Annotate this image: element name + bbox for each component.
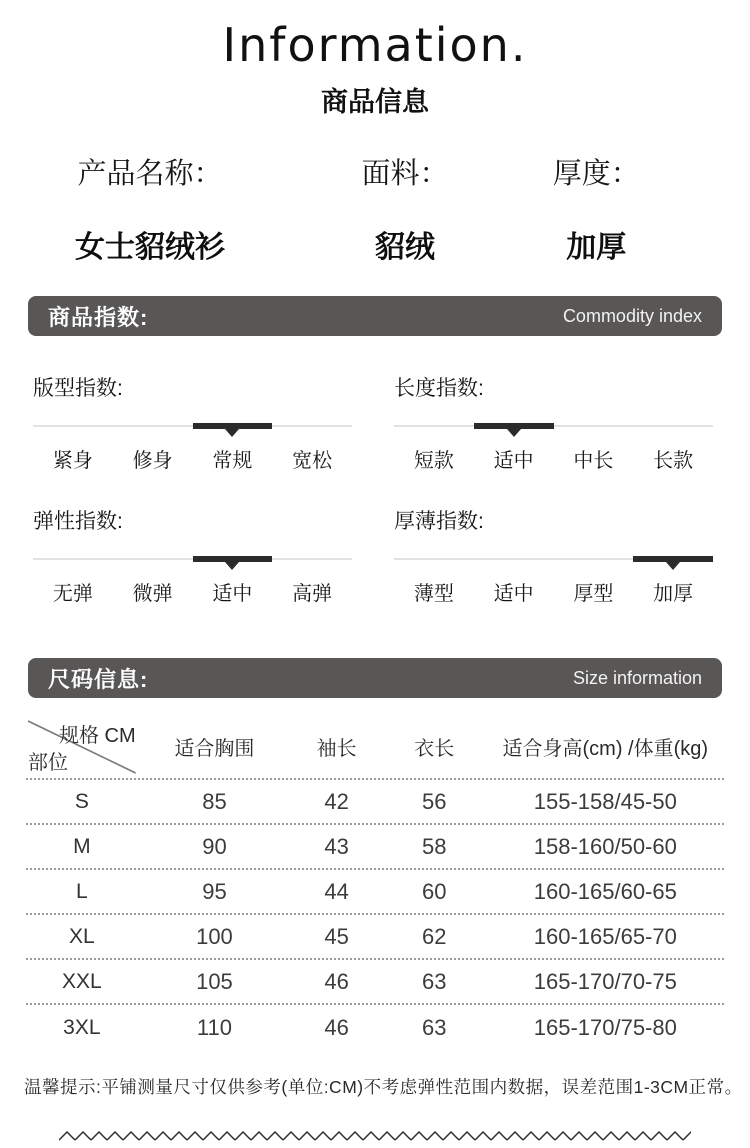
attr-product-name — [0, 151, 300, 266]
size-cell: 3XL — [63, 1015, 101, 1039]
option-label: 长款 — [653, 450, 694, 472]
index-group-fit — [33, 372, 352, 473]
sleeve-cell: 42 — [324, 788, 349, 814]
attr-thickness — [510, 151, 683, 266]
option-label: 中长 — [573, 450, 614, 472]
chest-cell: 100 — [196, 923, 233, 949]
option-label: 薄型 — [413, 583, 454, 605]
height-weight-cell: 158-160/50-60 — [533, 833, 677, 859]
attr-value: 加厚 — [566, 231, 627, 264]
chest-cell: 105 — [196, 968, 233, 994]
length-cell: 63 — [422, 1014, 447, 1040]
table-row — [26, 870, 724, 915]
bar-title-zh: 商品指数: — [48, 304, 149, 330]
corner-cell — [26, 713, 138, 779]
sleeve-cell: 46 — [324, 1014, 349, 1040]
option-label: 常规 — [212, 450, 253, 472]
size-cell: M — [73, 834, 91, 858]
slider-selected-segment — [193, 556, 273, 562]
length-cell: 62 — [422, 923, 447, 949]
product-attributes — [0, 151, 750, 266]
index-options — [394, 444, 713, 473]
chest-cell: 85 — [202, 788, 227, 814]
table-row — [26, 780, 724, 825]
page-title: Information. — [222, 18, 528, 72]
sleeve-cell: 46 — [324, 968, 349, 994]
option-label: 短款 — [413, 450, 454, 472]
column-header-length: 衣长 — [414, 737, 455, 760]
length-cell: 60 — [422, 878, 447, 904]
option-label: 厚型 — [573, 583, 614, 605]
height-weight-cell: 165-170/70-75 — [533, 968, 677, 994]
index-options — [394, 577, 713, 606]
zigzag-divider — [0, 1129, 750, 1148]
bar-title-en: Commodity index — [562, 305, 702, 326]
attr-label: 厚度： — [552, 158, 640, 190]
height-weight-cell: 160-165/60-65 — [533, 878, 677, 904]
corner-label-top: 规格 CM — [59, 725, 136, 747]
option-label: 适中 — [493, 583, 534, 605]
corner-label-bottom: 部位 — [28, 752, 68, 774]
table-row — [26, 960, 724, 1005]
column-header-chest: 适合胸围 — [174, 737, 255, 760]
table-row — [26, 1005, 724, 1050]
index-slider — [394, 550, 713, 568]
sleeve-cell: 44 — [324, 878, 349, 904]
attr-label: 面料： — [361, 158, 449, 190]
option-label: 修身 — [132, 450, 173, 472]
sleeve-cell: 43 — [324, 833, 349, 859]
index-options — [33, 577, 352, 606]
size-cell: XL — [68, 924, 95, 948]
index-group-elasticity — [33, 505, 352, 606]
slider-selected-segment — [633, 556, 713, 562]
attr-value: 貂绒 — [375, 231, 435, 264]
height-weight-cell: 165-170/75-80 — [533, 1014, 677, 1040]
slider-track — [394, 425, 713, 427]
chest-cell: 90 — [202, 833, 227, 859]
table-row — [26, 825, 724, 870]
chest-cell: 110 — [196, 1014, 232, 1040]
option-label: 紧身 — [52, 450, 93, 472]
table-row — [26, 915, 724, 960]
size-cell: L — [75, 879, 88, 903]
size-table — [26, 714, 724, 1050]
commodity-index-bar — [28, 296, 722, 336]
page-header — [0, 0, 750, 119]
size-cell: XXL — [61, 969, 102, 993]
chest-cell: 95 — [202, 878, 227, 904]
index-options — [33, 444, 352, 473]
sleeve-cell: 45 — [324, 923, 349, 949]
option-label: 微弹 — [132, 583, 173, 605]
option-label: 无弹 — [52, 583, 93, 605]
option-label: 适中 — [493, 450, 534, 472]
length-cell: 58 — [422, 833, 447, 859]
index-slider — [33, 550, 352, 568]
page-subtitle: 商品信息 — [321, 87, 429, 117]
option-label: 加厚 — [653, 583, 694, 605]
size-cell: S — [74, 789, 89, 813]
index-group-label: 长度指数: — [394, 377, 484, 400]
column-header-height-weight: 适合身高(cm) /体重(kg) — [502, 737, 709, 760]
column-header-sleeve: 袖长 — [316, 737, 357, 760]
index-slider — [394, 417, 713, 435]
bar-title-zh: 尺码信息: — [48, 666, 149, 692]
index-group-label: 弹性指数: — [33, 510, 123, 533]
index-group-label: 厚薄指数: — [394, 510, 484, 533]
option-label: 宽松 — [292, 450, 333, 472]
table-header-row — [26, 714, 724, 780]
attr-label: 产品名称： — [77, 158, 223, 190]
note-text: 温馨提示:平铺测量尺寸仅供参考(单位:CM)不考虑弹性范围内数据，误差范围1-3CM正常。 — [24, 1077, 743, 1097]
slider-selected-segment — [193, 423, 273, 429]
option-label: 适中 — [212, 583, 253, 605]
index-group-length — [394, 372, 713, 473]
index-grid — [0, 372, 750, 606]
index-group-label: 版型指数: — [33, 377, 123, 400]
height-weight-cell: 160-165/65-70 — [533, 923, 677, 949]
option-label: 高弹 — [292, 583, 333, 605]
attr-fabric — [300, 151, 510, 266]
length-cell: 56 — [422, 788, 447, 814]
index-slider — [33, 417, 352, 435]
length-cell: 63 — [422, 968, 447, 994]
size-info-bar — [28, 658, 722, 698]
bar-title-en: Size information — [572, 667, 702, 688]
attr-value: 女士貂绒衫 — [75, 231, 225, 264]
slider-selected-segment — [474, 423, 554, 429]
index-group-thickness — [394, 505, 713, 606]
height-weight-cell: 155-158/45-50 — [533, 788, 677, 814]
